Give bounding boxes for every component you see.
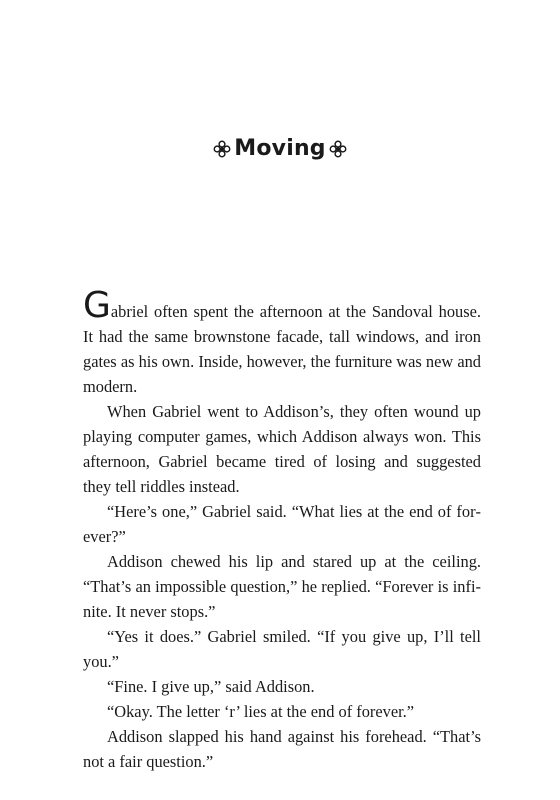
drop-cap: G	[83, 285, 111, 326]
chapter-body	[83, 285, 481, 774]
paragraph: “Yes it does.” Gabriel smiled. “If you give up, I’ll tell you.”	[83, 627, 481, 671]
chapter-title: Moving	[234, 136, 326, 161]
paragraph: “Okay. The letter ‘r’ lies at the end of forever.”	[107, 702, 415, 721]
paragraph: Addison chewed his lip and stared up at the ceiling. “That’s an impossible question,” he replied. “Forever is infinite. It never stops.”	[83, 552, 481, 621]
paragraph: Addison slapped his hand against his forehead. “That’s not a fair question.”	[83, 727, 481, 771]
chapter-heading	[0, 136, 560, 161]
paragraph	[83, 285, 481, 399]
paragraph: When Gabriel went to Addison’s, they often wound up playing computer games, which Addison always won. This afternoon, Gabriel became tired of losing and suggested they tell riddles instead.	[83, 402, 481, 496]
flower-ornament-icon	[213, 140, 231, 158]
paragraph: “Fine. I give up,” said Addison.	[107, 677, 315, 696]
flower-ornament-icon	[329, 140, 347, 158]
paragraph-text: abriel often spent the afternoon at the Sandoval house. It had the same brownstone facade, tall windows, and iron gates as his own. Inside, however, the furniture was new and modern.	[83, 302, 481, 396]
paragraph: “Here’s one,” Gabriel said. “What lies at the end of forever?”	[83, 502, 481, 546]
